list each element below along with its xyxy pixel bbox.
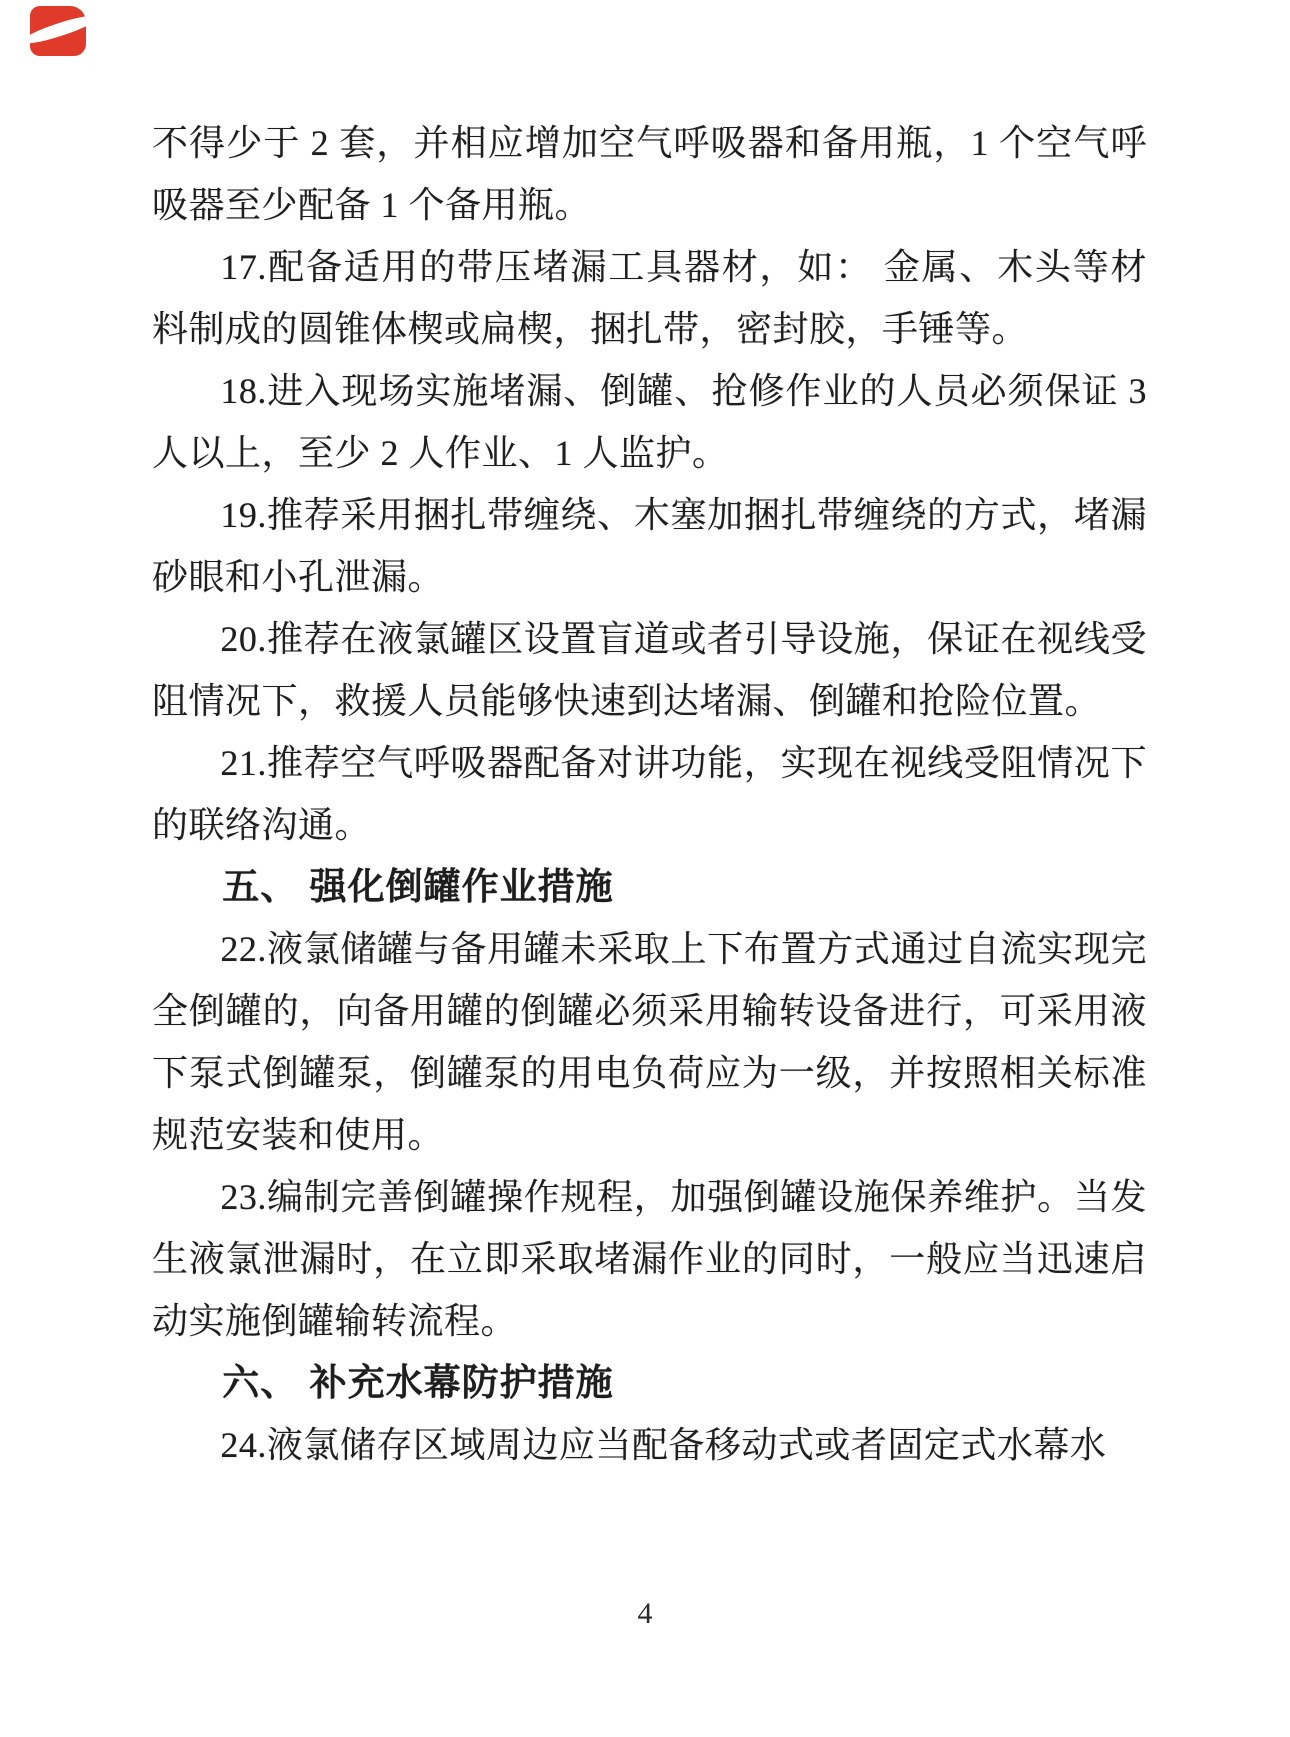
page-number: 4 [637,1597,653,1630]
document-body [152,112,1147,1476]
paragraph: 19.推荐采用捆扎带缠绕、木塞加捆扎带缠绕的方式，堵漏砂眼和小孔泄漏。 [152,495,1147,597]
paragraph: 22.液氯储罐与备用罐未采取上下布置方式通过自流实现完全倒罐的，向备用罐的倒罐必须采用输转设备进行，可采用液下泵式倒罐泵，倒罐泵的用电负荷应为一级，并按照相关标准规范安装和使用。 [152,929,1147,1155]
paragraph: 20.推荐在液氯罐区设置盲道或者引导设施，保证在视线受阻情况下，救援人员能够快速到达堵漏、倒罐和抢险位置。 [152,619,1147,721]
paragraph: 23.编制完善倒罐操作规程，加强倒罐设施保养维护。当发生液氯泄漏时，在立即采取堵漏作业的同时，一般应当迅速启动实施倒罐输转流程。 [152,1177,1147,1341]
paragraph: 17.配备适用的带压堵漏工具器材，如： 金属、木头等材料制成的圆锥体楔或扁楔，捆扎带，密封胶，手锤等。 [152,247,1147,349]
red-stamp-mark [30,6,86,56]
paragraph: 18.进入现场实施堵漏、倒罐、抢修作业的人员必须保证 3 人以上，至少 2 人作业、1 人监护。 [152,371,1147,473]
paragraph: 21.推荐空气呼吸器配备对讲功能，实现在视线受阻情况下的联络沟通。 [152,743,1147,845]
paragraph: 不得少于 2 套，并相应增加空气呼吸器和备用瓶，1 个空气呼吸器至少配备 1 个备用瓶。 [152,123,1147,225]
section-heading: 五、 强化倒罐作业措施 [222,866,614,907]
paragraph: 24.液氯储存区域周边应当配备移动式或者固定式水幕水 [220,1425,1107,1465]
section-heading: 六、 补充水幕防护措施 [222,1362,614,1403]
